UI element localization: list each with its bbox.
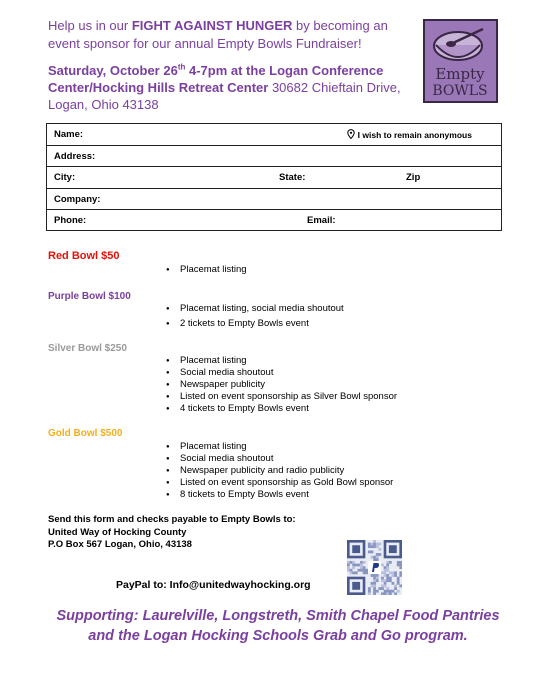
perk-item: ● Placemat listing xyxy=(166,264,247,276)
anonymous-label: I wish to remain anonymous xyxy=(357,130,472,140)
perk-item: ● Placemat listing xyxy=(166,441,393,453)
form-row-city xyxy=(47,167,501,189)
event-details xyxy=(48,62,416,113)
perk-item: ● 4 tickets to Empty Bowls event xyxy=(166,403,397,415)
perk-item: ● Newspaper publicity and radio publicity xyxy=(166,465,393,477)
logo-text-empty: Empty xyxy=(435,65,485,83)
supporting-statement xyxy=(20,606,536,646)
paypal-info: PayPal to: Info@unitedwayhocking.org xyxy=(116,579,311,591)
phone-label: Phone: xyxy=(54,215,87,226)
event-date-suffix: th xyxy=(177,62,186,72)
location-pin-icon xyxy=(347,129,355,139)
perk-item: ● Social media shoutout xyxy=(166,453,393,465)
form-row-phone xyxy=(47,210,501,232)
support-line-2: and the Logan Hocking Schools Grab and Go program. xyxy=(88,628,468,644)
email-label: Email: xyxy=(307,215,336,226)
mailing-instructions xyxy=(48,514,296,552)
perk-item: ● Listed on event sponsorship as Silver Bowl sponsor xyxy=(166,391,397,403)
perk-item: ● 2 tickets to Empty Bowls event xyxy=(166,318,344,330)
name-label: Name: xyxy=(54,129,84,140)
tier-title-gold: Gold Bowl $500 xyxy=(48,428,123,439)
intro-highlight: FIGHT AGAINST HUNGER xyxy=(131,18,293,33)
event-time-venue: 4-7pm at the Logan Conference Center/Hocking Hills Retreat Center xyxy=(48,63,384,95)
event-date: Saturday, October 26 xyxy=(48,63,178,78)
empty-bowls-logo xyxy=(423,19,498,103)
company-label: Company: xyxy=(54,193,101,205)
tier-perks-purple xyxy=(166,303,344,330)
intro-text xyxy=(48,17,408,53)
perk-item: ● Social media shoutout xyxy=(166,367,397,379)
zip-label: Zip xyxy=(406,172,421,183)
perk-item: ● Listed on event sponsorship as Gold Bowl sponsor xyxy=(166,477,393,489)
perk-item: ● Placemat listing xyxy=(166,355,397,367)
tier-title-red: Red Bowl $50 xyxy=(48,250,120,262)
tier-perks-red xyxy=(166,264,247,276)
intro-post: by becoming an event sponsor for our annual Empty Bowls Fundraiser! xyxy=(48,18,388,51)
event-address: 30682 Chieftain Drive, Logan, Ohio 43138 xyxy=(48,80,401,112)
mail-recipient: United Way of Hocking County xyxy=(48,526,187,538)
tier-title-silver: Silver Bowl $250 xyxy=(48,343,127,354)
perk-item: ● 8 tickets to Empty Bowls event xyxy=(166,489,393,501)
city-label: City: xyxy=(54,172,76,183)
form-row-address xyxy=(47,146,501,168)
address-label: Address: xyxy=(54,150,96,162)
intro-pre: Help us in our xyxy=(48,18,132,33)
tier-title-purple: Purple Bowl $100 xyxy=(48,291,131,302)
sponsor-form xyxy=(46,123,502,231)
anonymous-option[interactable] xyxy=(347,129,472,141)
form-row-name xyxy=(47,124,501,146)
state-label: State: xyxy=(279,172,306,183)
logo-text-bowls: BOWLS xyxy=(432,83,488,99)
mail-address: P.O Box 567 Logan, Ohio, 43138 xyxy=(48,539,192,550)
perk-item: ● Placemat listing, social media shoutout xyxy=(166,303,344,315)
mail-instruction: Send this form and checks payable to Empty Bowls to: xyxy=(48,514,296,525)
form-row-company xyxy=(47,189,501,211)
tier-perks-silver xyxy=(166,355,397,415)
tier-perks-gold xyxy=(166,441,393,501)
paypal-qr-code-icon[interactable] xyxy=(347,540,402,595)
perk-item: ● Newspaper publicity xyxy=(166,379,397,391)
support-line-1: Supporting: Laurelville, Longstreth, Smith Chapel Food Pantries xyxy=(56,608,500,624)
